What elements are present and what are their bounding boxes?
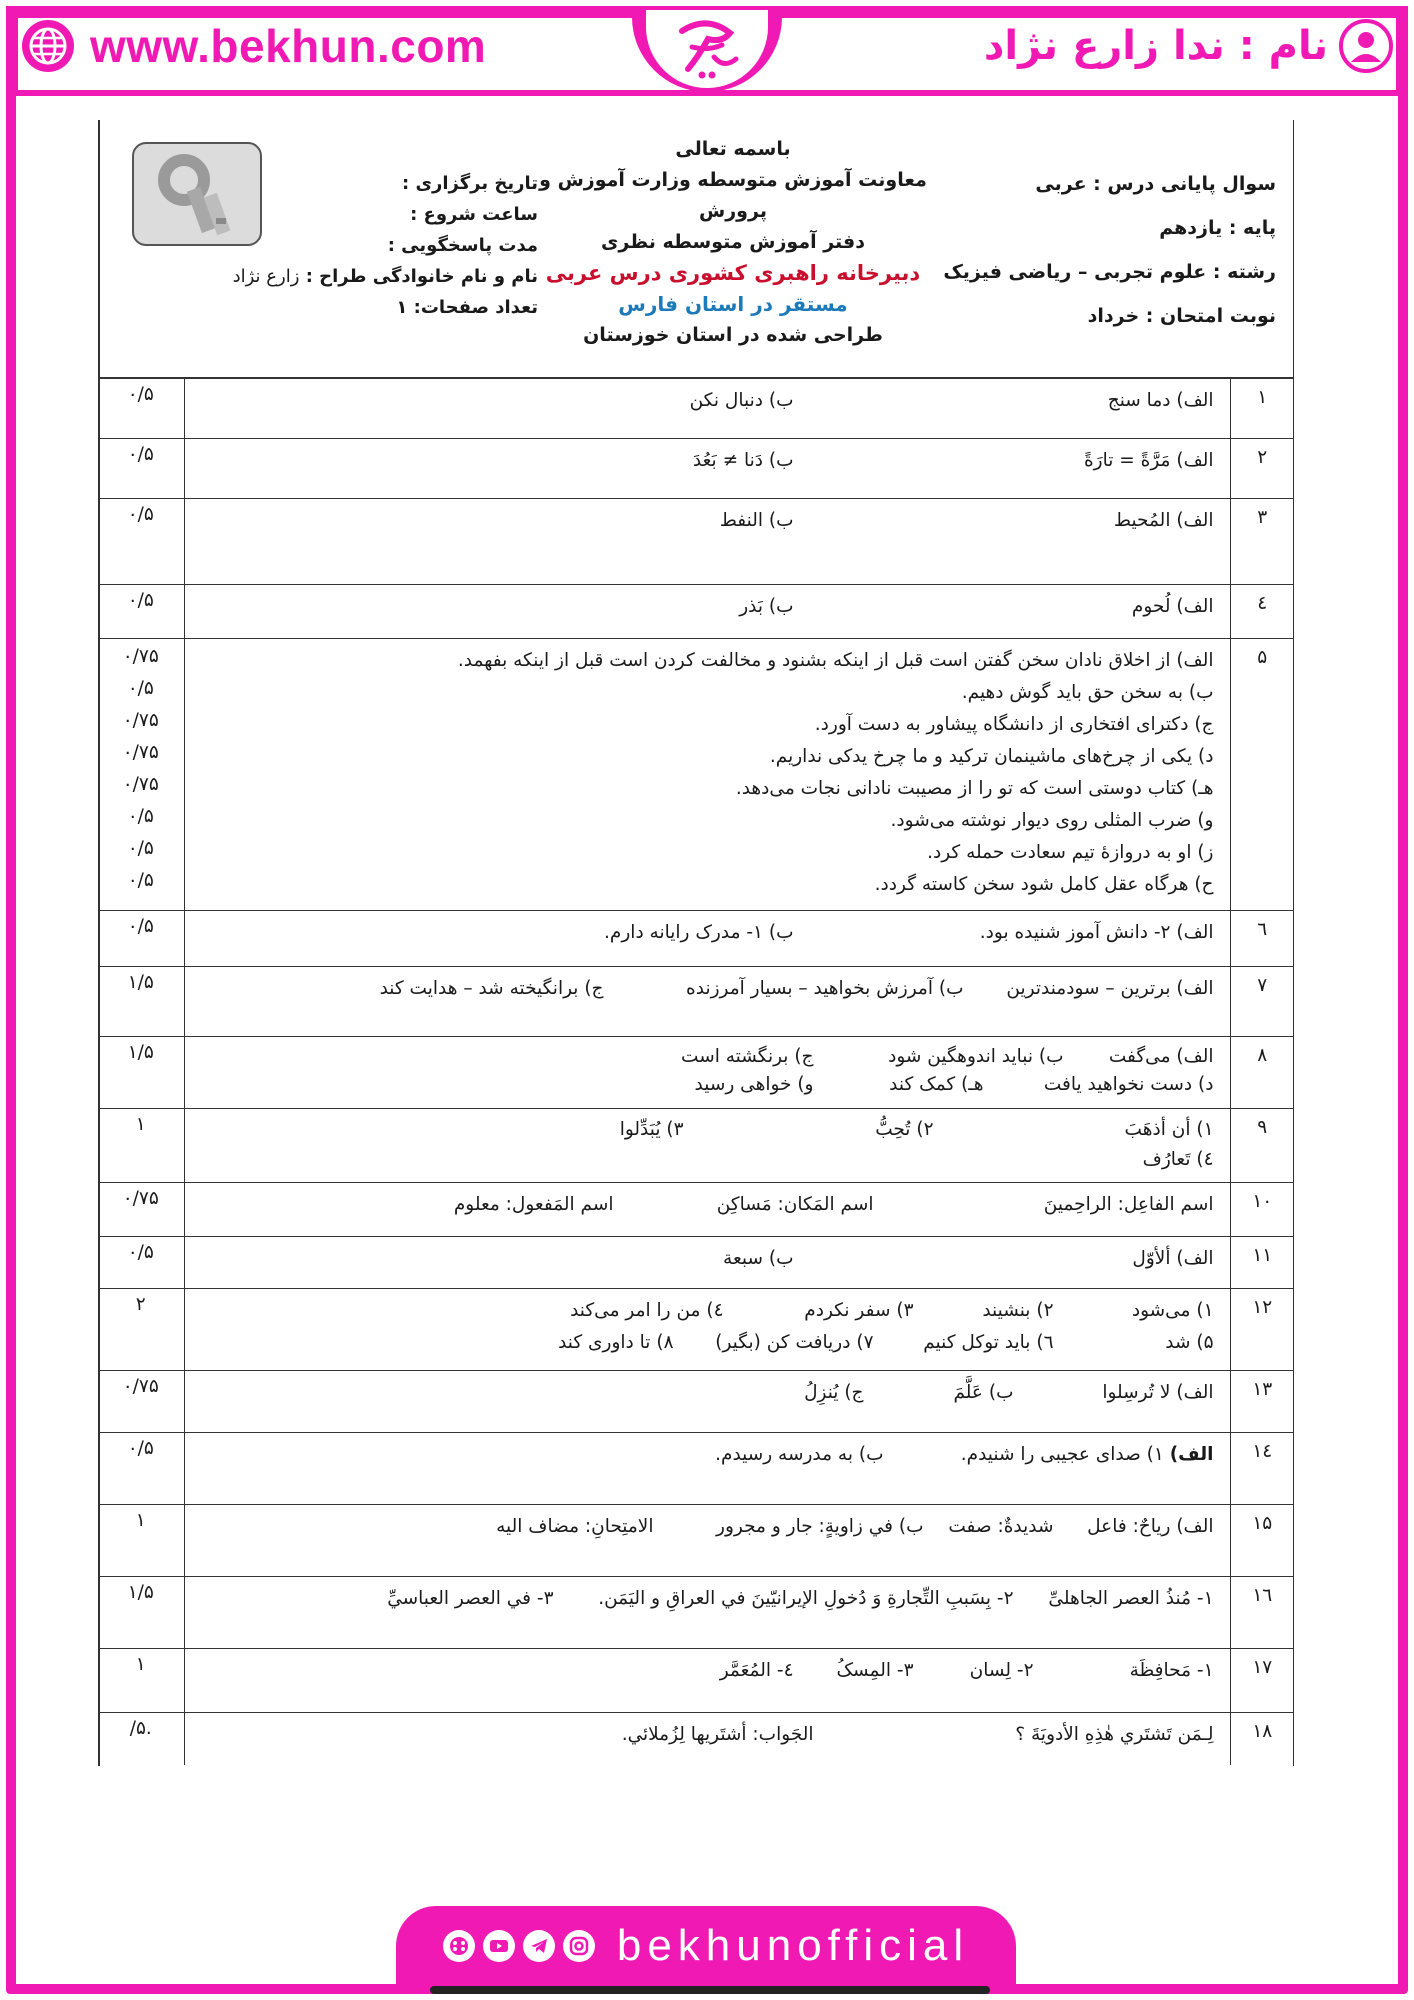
question-number: ۳ (1230, 499, 1294, 585)
globe-icon (20, 18, 76, 74)
score: ۱/۵ (98, 967, 184, 1037)
score: ۰/۵ (98, 439, 184, 499)
designed-in-line: طراحی شده در استان خوزستان (583, 324, 883, 346)
table-row (98, 1289, 1294, 1371)
question-number: ۵ (1230, 639, 1294, 911)
table-row (98, 1109, 1294, 1183)
score: ۰/۵ (98, 379, 184, 439)
question-number: ۲ (1230, 439, 1294, 499)
question-number: ٦ (1230, 911, 1294, 967)
table-row (98, 639, 1294, 911)
key-icon (132, 142, 262, 246)
question-number: ۱۸ (1230, 1713, 1294, 1765)
score: ۱ (98, 1505, 184, 1577)
score: ۰/۷۵ ۰/۵ ۰/۷۵ ۰/۷۵ ۰/۷۵ ۰/۵ ۰/۵ ۰/۵ (98, 639, 184, 911)
answer-table (98, 378, 1294, 1765)
field-line: رشته : علوم تجربی – ریاضی فیزیک (943, 261, 1276, 283)
ministry-line: معاونت آموزش متوسطه وزارت آموزش و پرورش (539, 169, 927, 222)
score: ۱/۵ (98, 1577, 184, 1649)
table-row (98, 499, 1294, 585)
score: /۵. (98, 1713, 184, 1765)
ministry-info (518, 134, 948, 351)
score: ۰/۵ (98, 585, 184, 639)
answer-cell: ۱) می‌شود ۲) بنشیند ۳) سفر نکردم ٤) من را امر می‌کند ۵) شد ٦) باید توکل کنیم ۷) دریافت کن (بگیر) ۸) تا داوری کند (184, 1289, 1230, 1371)
answer-cell: ۱- مُنذُ العصر الجاهلیِّ ۲- بِسَببِ التِّجارةِ وَ دُخولِ الإیرانیّینَ في العراقِ و الیَمَن. ۳- في العصر العباسيِّ (184, 1577, 1230, 1649)
answer-cell: الف) مَرَّةً = تارَةً ب) دَنا ≠ بَعُدَ (184, 439, 1230, 499)
answer-cell: الف) ۱) صدای عجیبی را شنیدم. ب) به مدرسه رسیدم. (184, 1433, 1230, 1505)
answer-cell: اسم الفاعِل: الراحِمینَ اسم المَکان: مَساکِن اسم المَفعول: معلوم (184, 1183, 1230, 1237)
header-title: باسمه تعالی (675, 138, 791, 160)
telegram-icon[interactable] (523, 1930, 555, 1962)
answer-cell: الف) برترین – سودمندترین ب) آمرزش بخواهید – بسیار آمرزنده ج) برانگیخته شد – هدایت کند (184, 967, 1230, 1037)
site-url[interactable]: www.bekhun.com (90, 20, 487, 72)
table-row (98, 379, 1294, 439)
question-number: ۱۷ (1230, 1649, 1294, 1713)
table-row (98, 585, 1294, 639)
table-row (98, 1371, 1294, 1433)
table-row (98, 1183, 1294, 1237)
question-number: ۱٦ (1230, 1577, 1294, 1649)
answer-cell: الف) ألأوّل ب) سبعة (184, 1237, 1230, 1289)
answer-cell: ۱- مَحافِظَة ۲- لِسان ۳- المِسکُ ٤- المُعَمَّر (184, 1649, 1230, 1713)
answer-cell: ۱) أن أذهَبَ ۲) تُحِبُّ ۳) یُبَدِّلوا ٤) تَعارُف (184, 1109, 1230, 1183)
pages-label: تعداد صفحات: ۱ (396, 297, 538, 318)
answer-cell: الف) ۲- دانش آموز شنیده بود. ب) ۱- مدرک رایانه دارم. (184, 911, 1230, 967)
score: ۱ (98, 1109, 184, 1183)
social-footer (396, 1906, 1016, 1986)
score: ۰/۵ (98, 911, 184, 967)
question-number: ۷ (1230, 967, 1294, 1037)
table-row (98, 1713, 1294, 1765)
youtube-icon[interactable] (483, 1930, 515, 1962)
exam-header (98, 120, 1294, 378)
site-link[interactable] (20, 18, 486, 74)
answer-cell: الف) المُحیط ب) النفط (184, 499, 1230, 585)
question-number: ۸ (1230, 1037, 1294, 1109)
answer-cell: الف) ریاحٌ: فاعل شدیدةٌ: صفت ب) في زاویةٍ: جار و مجرور الامتِحانِ: مضاف الیه (184, 1505, 1230, 1577)
table-row (98, 1649, 1294, 1713)
table-row (98, 1505, 1294, 1577)
office-line: دفتر آموزش متوسطه نظری (601, 231, 865, 253)
score: ۰/۵ (98, 1433, 184, 1505)
score: ۲ (98, 1289, 184, 1371)
duration-label: مدت پاسخگویی : (387, 235, 538, 256)
footer-shadow (430, 1986, 990, 1994)
table-row (98, 1237, 1294, 1289)
exam-info (916, 162, 1276, 338)
table-row (98, 439, 1294, 499)
question-number: ۱۲ (1230, 1289, 1294, 1371)
table-row (98, 1577, 1294, 1649)
grade-line: پایه : یازدهم (1159, 217, 1276, 239)
term-line: نوبت امتحان : خرداد (1087, 305, 1276, 327)
student-name: نام : ندا زارع نژاد (983, 23, 1328, 69)
user-icon (1338, 18, 1394, 74)
subject-line: سوال پایانی درس : عربی (1035, 173, 1276, 195)
table-row (98, 967, 1294, 1037)
question-number: ٤ (1230, 585, 1294, 639)
answer-cell: الف) لُحوم ب) بَذر (184, 585, 1230, 639)
date-label: تاریخ برگزاری : (402, 173, 538, 194)
student-name-box (984, 18, 1394, 74)
province-line: مستقر در استان فارس (618, 292, 848, 316)
table-row (98, 1433, 1294, 1505)
answer-cell: الف) لا تُرسِلوا ب) عَلَّمَ ج) یُنزِلُ (184, 1371, 1230, 1433)
answer-cell: الف) می‌گفت ب) نباید اندوهگین شود ج) برنگشته است د) دست نخواهید یافت هـ) کمک کند و) خواهی رسید (184, 1037, 1230, 1109)
social-handle[interactable]: bekhunofficial (616, 1921, 970, 1970)
answer-cell: الف) از اخلاق نادان سخن گفتن است قبل از اینکه بشنود و مخالفت کردن است قبل از اینکه بفهمد. ب) به سخن حق باید گوش دهیم. ج) دکترای افتخاری از دانشگاه پیشاور به دست آورد. د) یکی از چرخ‌های ماشینمان ترکید و ما چرخ یدکی نداریم. هـ) کتاب دوستی است که تو را از مصیبت نادانی نجات می‌دهد. و) ضرب المثلی روی دیوار نوشته می‌شود. ز) او به دروازهٔ تیم سعادت حمله کرد. ح) هرگاه عقل کامل شود سخن کاسته گردد. (184, 639, 1230, 911)
score: ۰/۷۵ (98, 1371, 184, 1433)
question-number: ۹ (1230, 1109, 1294, 1183)
score: ۱/۵ (98, 1037, 184, 1109)
instagram-icon[interactable] (563, 1930, 595, 1962)
aparat-icon[interactable] (443, 1930, 475, 1962)
secretariat-line: دبیرخانه راهبری کشوری درس عربی (545, 261, 921, 285)
table-row (98, 1037, 1294, 1109)
question-number: ۱۳ (1230, 1371, 1294, 1433)
score: ۰/۵ (98, 499, 184, 585)
question-number: ۱۰ (1230, 1183, 1294, 1237)
score: ۰/۵ (98, 1237, 184, 1289)
answer-cell: الف) دما سنج ب) دنبال نکن (184, 379, 1230, 439)
question-number: ۱ (1230, 379, 1294, 439)
table-row (98, 911, 1294, 967)
score: ۰/۷۵ (98, 1183, 184, 1237)
question-number: ۱۱ (1230, 1237, 1294, 1289)
answer-cell: لِـمَن تَشتَري هٰذِهِ الأدویَةَ ؟ الجَواب: أشتَریها لِزُملائي. (184, 1713, 1230, 1765)
exam-sheet (98, 120, 1294, 1766)
designer-line: نام و نام خانوادگی طراح : زارع نژاد (232, 266, 538, 287)
question-number: ۱٤ (1230, 1433, 1294, 1505)
start-label: ساعت شروع : (410, 204, 538, 225)
score: ۱ (98, 1649, 184, 1713)
question-number: ۱۵ (1230, 1505, 1294, 1577)
